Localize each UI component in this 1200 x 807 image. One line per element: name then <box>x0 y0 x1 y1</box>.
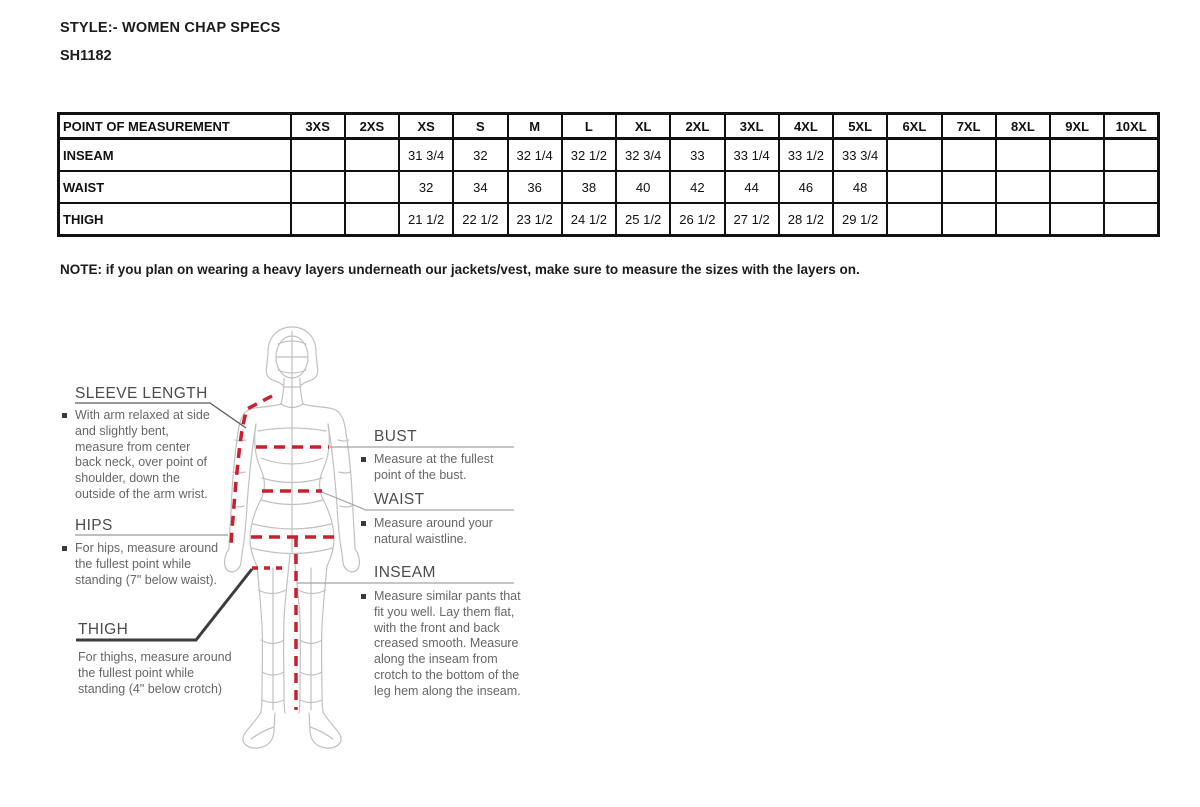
column-header: 3XS <box>291 114 345 139</box>
size-cell: 33 1/4 <box>725 139 779 172</box>
size-cell <box>942 203 996 236</box>
page-title: STYLE:- WOMEN CHAP SPECS <box>60 20 281 36</box>
column-header: 7XL <box>942 114 996 139</box>
column-header: 4XL <box>779 114 833 139</box>
size-cell <box>887 139 941 172</box>
row-label: INSEAM <box>59 139 291 172</box>
bullet-square-icon <box>361 521 366 526</box>
column-header: 8XL <box>996 114 1050 139</box>
note-text: NOTE: if you plan on wearing a heavy layers underneath our jackets/vest, make sure to measure the sizes with the layers on. <box>60 262 860 277</box>
size-cell <box>291 139 345 172</box>
size-spec-table <box>57 112 1160 237</box>
column-header: 5XL <box>833 114 887 139</box>
size-cell: 23 1/2 <box>508 203 562 236</box>
size-cell <box>1050 139 1104 172</box>
size-cell: 34 <box>453 171 507 203</box>
size-cell <box>1050 203 1104 236</box>
column-header: XS <box>399 114 453 139</box>
size-cell: 31 3/4 <box>399 139 453 172</box>
size-cell <box>942 171 996 203</box>
column-header: 2XS <box>345 114 399 139</box>
sleeve-measure-line <box>231 396 272 544</box>
size-cell <box>291 203 345 236</box>
bullet-square-icon <box>361 457 366 462</box>
size-cell <box>345 203 399 236</box>
column-header: 10XL <box>1104 114 1158 139</box>
size-cell <box>1104 139 1158 172</box>
size-cell: 38 <box>562 171 616 203</box>
size-cell: 28 1/2 <box>779 203 833 236</box>
size-cell: 44 <box>725 171 779 203</box>
size-cell <box>887 171 941 203</box>
size-cell <box>996 171 1050 203</box>
size-cell: 29 1/2 <box>833 203 887 236</box>
table-row <box>59 171 1159 203</box>
column-header: 6XL <box>887 114 941 139</box>
sleeve-length-label: SLEEVE LENGTH <box>75 385 208 402</box>
bust-description: Measure at the fullest point of the bust. <box>361 452 506 484</box>
bust-label: BUST <box>374 428 417 445</box>
size-cell: 42 <box>670 171 724 203</box>
table-header-row <box>59 114 1159 139</box>
column-header: POINT OF MEASUREMENT <box>59 114 291 139</box>
waist-description: Measure around your natural waistline. <box>361 516 502 548</box>
size-cell: 33 1/2 <box>779 139 833 172</box>
row-label: WAIST <box>59 171 291 203</box>
column-header: XL <box>616 114 670 139</box>
size-cell <box>1050 171 1104 203</box>
hips-label: HIPS <box>75 517 113 534</box>
size-cell: 32 3/4 <box>616 139 670 172</box>
size-cell <box>887 203 941 236</box>
size-cell <box>996 203 1050 236</box>
size-cell: 33 3/4 <box>833 139 887 172</box>
size-cell: 25 1/2 <box>616 203 670 236</box>
bullet-square-icon <box>62 546 67 551</box>
size-cell <box>996 139 1050 172</box>
inseam-label: INSEAM <box>374 564 436 581</box>
table-row <box>59 139 1159 172</box>
size-cell <box>345 171 399 203</box>
mannequin-figure <box>225 327 360 748</box>
size-cell: 40 <box>616 171 670 203</box>
bullet-square-icon <box>361 594 366 599</box>
bullet-square-icon <box>62 413 67 418</box>
sleeve-length-description: With arm relaxed at side and slightly bent, measure from center back neck, over point of shoulder, down the outside of the arm wrist. <box>62 408 211 503</box>
waist-label: WAIST <box>374 491 425 508</box>
thigh-label: THIGH <box>78 621 129 638</box>
size-cell <box>1104 171 1158 203</box>
size-cell: 48 <box>833 171 887 203</box>
size-cell: 32 <box>399 171 453 203</box>
size-cell: 46 <box>779 171 833 203</box>
size-cell <box>345 139 399 172</box>
size-cell: 33 <box>670 139 724 172</box>
size-cell: 36 <box>508 171 562 203</box>
column-header: 2XL <box>670 114 724 139</box>
size-cell: 21 1/2 <box>399 203 453 236</box>
size-cell: 26 1/2 <box>670 203 724 236</box>
column-header: S <box>453 114 507 139</box>
size-cell <box>1104 203 1158 236</box>
size-cell: 32 1/4 <box>508 139 562 172</box>
column-header: 3XL <box>725 114 779 139</box>
hips-description: For hips, measure around the fullest point while standing (7" below waist). <box>62 541 225 588</box>
size-cell: 24 1/2 <box>562 203 616 236</box>
size-cell: 22 1/2 <box>453 203 507 236</box>
size-cell <box>291 171 345 203</box>
column-header: L <box>562 114 616 139</box>
column-header: 9XL <box>1050 114 1104 139</box>
row-label: THIGH <box>59 203 291 236</box>
size-cell <box>942 139 996 172</box>
style-code: SH1182 <box>60 48 112 64</box>
size-cell: 32 1/2 <box>562 139 616 172</box>
thigh-description: For thighs, measure around the fullest point while standing (4" below crotch) <box>78 650 232 696</box>
table-row <box>59 203 1159 236</box>
inseam-description: Measure similar pants that fit you well. Lay them flat, with the front and back creased smooth. Measure along the inseam from crotch to the bottom of the leg hem along the inseam. <box>361 589 526 699</box>
column-header: M <box>508 114 562 139</box>
size-cell: 27 1/2 <box>725 203 779 236</box>
size-cell: 32 <box>453 139 507 172</box>
